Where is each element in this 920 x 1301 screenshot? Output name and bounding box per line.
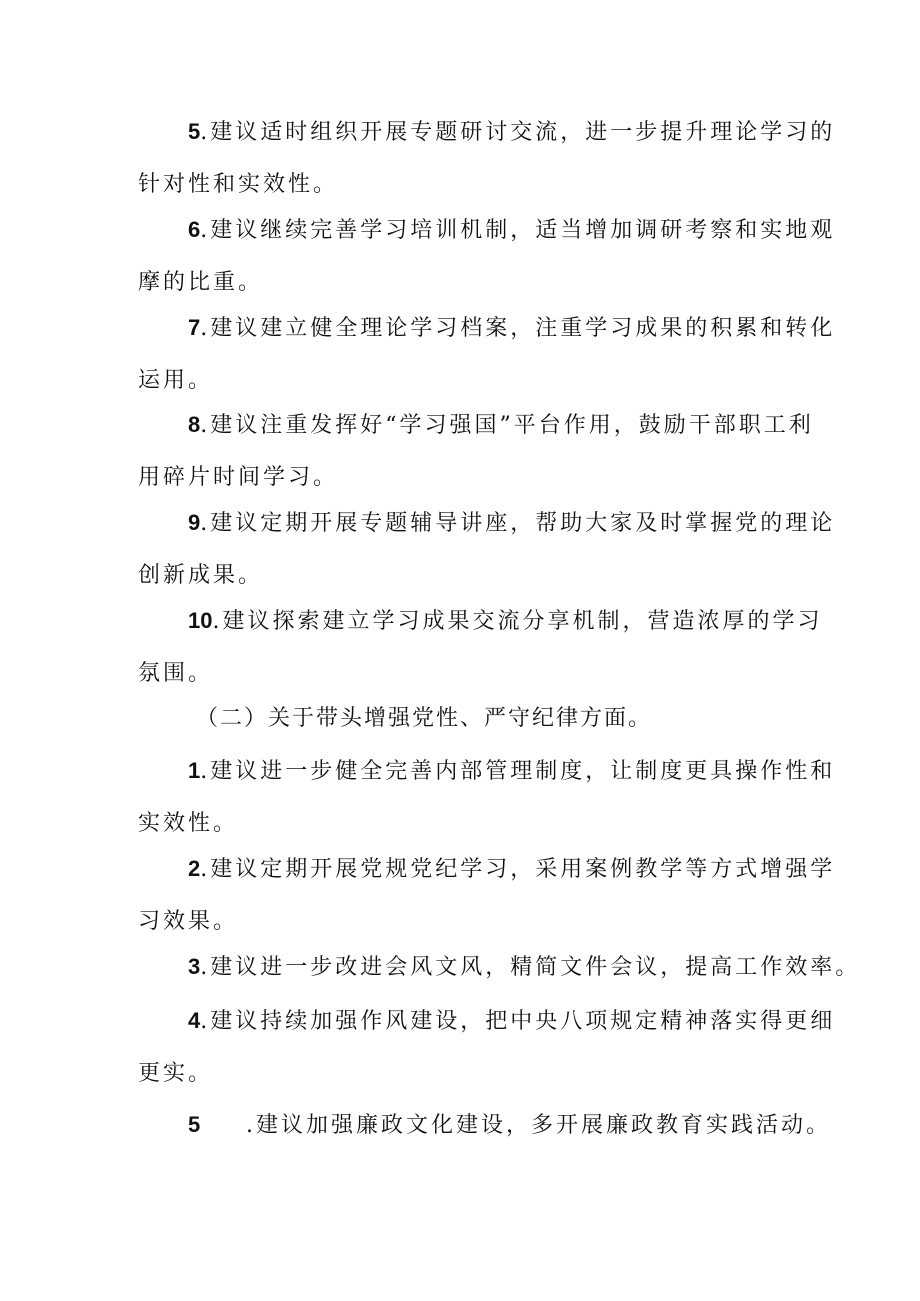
list-item bbox=[138, 399, 814, 504]
list-item bbox=[138, 941, 861, 994]
item-text-continued: 实效性。 bbox=[138, 811, 239, 836]
item-number: 2 bbox=[188, 856, 201, 881]
item-number: 5 bbox=[188, 1112, 201, 1137]
list-item bbox=[138, 302, 836, 407]
item-number: 6 bbox=[188, 217, 201, 242]
list-item bbox=[138, 106, 836, 211]
item-text-continued: 摩的比重。 bbox=[138, 270, 264, 295]
list-item bbox=[138, 745, 836, 850]
item-text: .建议定期开展专题辅导讲座，帮助大家及时掌握党的理论 bbox=[200, 511, 836, 536]
list-item bbox=[138, 204, 836, 309]
item-number: 3 bbox=[188, 954, 201, 979]
item-text-continued: 习效果。 bbox=[138, 909, 239, 934]
item-text: .建议加强廉政文化建设，多开展廉政教育实践活动。 bbox=[246, 1113, 831, 1138]
section-heading: （二）关于带头增强党性、严守纪律方面。 bbox=[196, 706, 653, 731]
list-item bbox=[138, 497, 836, 602]
item-number: 10 bbox=[188, 608, 213, 633]
item-text: .建议继续完善学习培训机制，适当增加调研考察和实地观 bbox=[200, 218, 836, 243]
list-item bbox=[138, 843, 836, 948]
item-text-continued: 运用。 bbox=[138, 368, 214, 393]
item-text: .建议持续加强作风建设，把中央八项规定精神落实得更细 bbox=[200, 1009, 836, 1034]
item-text-continued: 更实。 bbox=[138, 1061, 214, 1086]
item-text: .建议进一步健全完善内部管理制度，让制度更具操作性和 bbox=[200, 759, 836, 784]
item-number: 7 bbox=[188, 315, 201, 340]
item-text: .建议探索建立学习成果交流分享机制，营造浓厚的学习 bbox=[212, 609, 823, 634]
item-text: .建议建立健全理论学习档案，注重学习成果的积累和转化 bbox=[200, 316, 836, 341]
item-number: 8 bbox=[188, 412, 201, 437]
item-text: .建议适时组织开展专题研讨交流，进一步提升理论学习的 bbox=[200, 120, 836, 145]
item-number: 1 bbox=[188, 758, 201, 783]
item-number: 4 bbox=[188, 1008, 201, 1033]
item-text: .建议进一步改进会风文风，精简文件会议，提高工作效率。 bbox=[200, 955, 861, 980]
list-item bbox=[138, 1099, 831, 1152]
list-item bbox=[138, 595, 823, 700]
list-item bbox=[138, 995, 836, 1100]
item-text: .建议注重发挥好“学习强国”平台作用，鼓励干部职工利 bbox=[200, 413, 814, 438]
item-text-continued: 针对性和实效性。 bbox=[138, 172, 339, 197]
item-text-continued: 用碎片时间学习。 bbox=[138, 465, 339, 490]
item-number: 5 bbox=[188, 119, 201, 144]
item-text-continued: 氛围。 bbox=[138, 661, 214, 686]
item-text-continued: 创新成果。 bbox=[138, 563, 264, 588]
item-text: .建议定期开展党规党纪学习，采用案例教学等方式增强学 bbox=[200, 857, 836, 882]
item-number: 9 bbox=[188, 510, 201, 535]
